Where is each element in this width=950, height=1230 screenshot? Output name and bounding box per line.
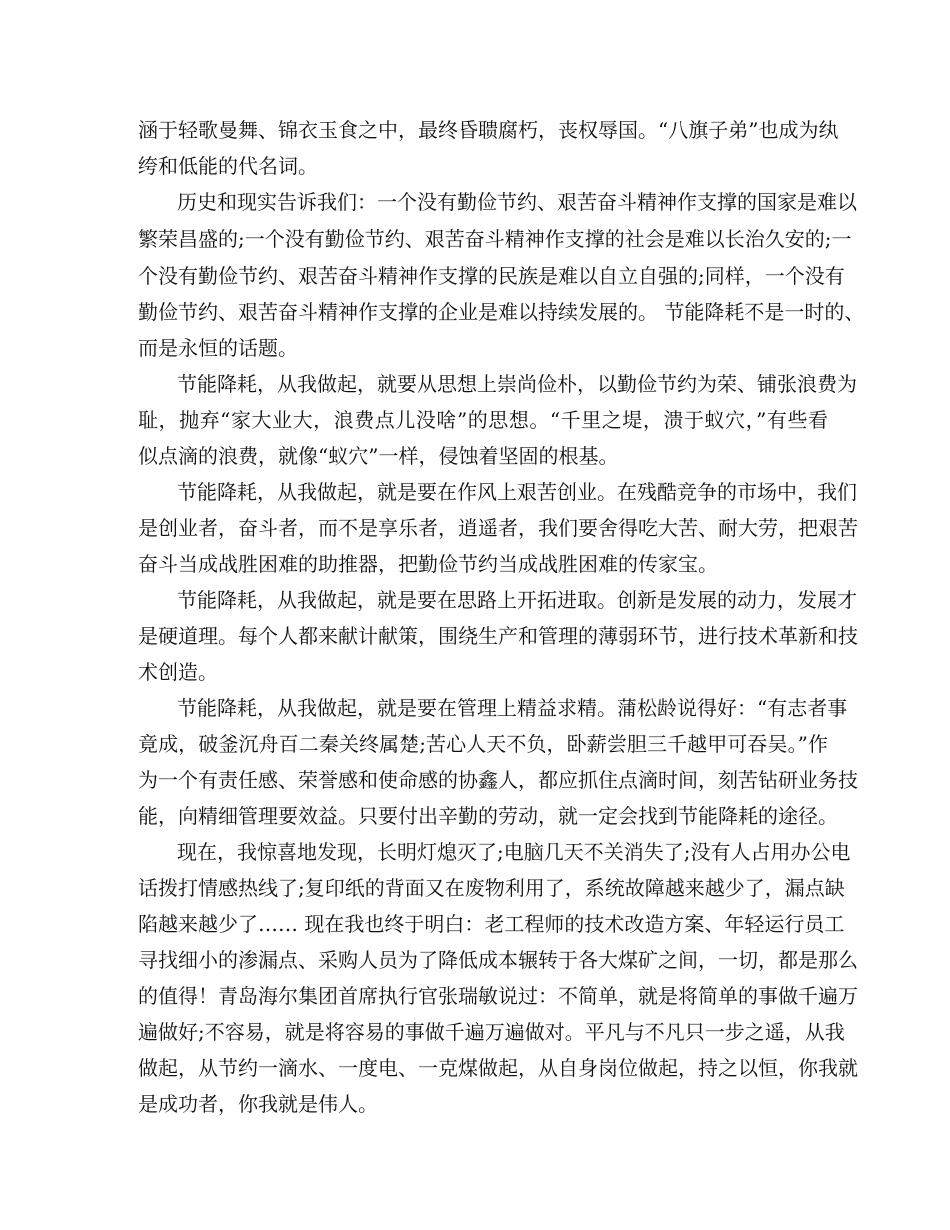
text-line: 做起，从节约一滴水、一度电、一克煤做起，从自身岗位做起，持之以恒，你我就 bbox=[138, 1056, 858, 1080]
text-line: 而是永恒的话题。 bbox=[138, 336, 298, 360]
text-line: 术创造。 bbox=[138, 660, 218, 684]
text-line: 耻，抛弃“家大业大，浪费点儿没啥”的思想。“千里之堤，溃于蚁穴，”有些看 bbox=[138, 408, 828, 432]
text-line: 奋斗当成战胜困难的助推器，把勤俭节约当成战胜困难的传家宝。 bbox=[138, 552, 718, 576]
text-line: 能，向精细管理要效益。只要付出辛勤的劳动，就一定会找到节能降耗的途径。 bbox=[138, 804, 838, 828]
text-line: 勤俭节约、艰苦奋斗精神作支撑的企业是难以持续发展的。 节能降耗不是一时的、 bbox=[138, 300, 865, 324]
text-line: 节能降耗，从我做起，就是要在思路上开拓进取。创新是发展的动力，发展才 bbox=[177, 588, 857, 612]
text-line: 是创业者，奋斗者，而不是享乐者，逍遥者，我们要舍得吃大苦、耐大劳，把艰苦 bbox=[138, 516, 858, 540]
text-line: 寻找细小的渗漏点、采购人员为了降低成本辗转于各大煤矿之间，一切，都是那么 bbox=[138, 948, 858, 972]
text-line: 历史和现实告诉我们：一个没有勤俭节约、艰苦奋斗精神作支撑的国家是难以 bbox=[177, 190, 857, 214]
text-line: 的值得！青岛海尔集团首席执行官张瑞敏说过：不简单，就是将简单的事做千遍万 bbox=[138, 984, 858, 1008]
text-line: 似点滴的浪费，就像“蚁穴”一样，侵蚀着坚固的根基。 bbox=[138, 444, 619, 468]
text-line: 节能降耗，从我做起，就是要在管理上精益求精。蒲松龄说得好：“有志者事 bbox=[177, 696, 848, 720]
text-line: 现在，我惊喜地发现，长明灯熄灭了;电脑几天不关消失了;没有人占用办公电 bbox=[177, 840, 851, 864]
text-line: 是成功者，你我就是伟人。 bbox=[138, 1092, 378, 1116]
text-line: 话拨打情感热线了;复印纸的背面又在废物利用了，系统故障越来越少了，漏点缺 bbox=[138, 876, 845, 900]
text-line: 节能降耗，从我做起，就要从思想上崇尚俭朴，以勤俭节约为荣、铺张浪费为 bbox=[177, 372, 857, 396]
text-line: 个没有勤俭节约、艰苦奋斗精神作支撑的民族是难以自立自强的;同样，一个没有 bbox=[138, 264, 845, 288]
text-line: 陷越来越少了…… 现在我也终于明白：老工程师的技术改造方案、年轻运行员工 bbox=[138, 912, 845, 936]
text-line: 绔和低能的代名词。 bbox=[138, 154, 318, 178]
text-line: 竟成，破釜沉舟百二秦关终属楚;苦心人天不负，卧薪尝胆三千越甲可吞吴。”作 bbox=[138, 732, 828, 756]
text-line: 繁荣昌盛的;一个没有勤俭节约、艰苦奋斗精神作支撑的社会是难以长治久安的;一 bbox=[138, 227, 852, 251]
text-line: 遍做好;不容易，就是将容易的事做千遍万遍做对。平凡与不凡只一步之遥，从我 bbox=[138, 1020, 845, 1044]
text-line: 为一个有责任感、荣誉感和使命感的协鑫人，都应抓住点滴时间，刻苦钻研业务技 bbox=[138, 768, 858, 792]
text-line: 节能降耗，从我做起，就是要在作风上艰苦创业。在残酷竞争的市场中，我们 bbox=[177, 480, 857, 504]
text-line: 涵于轻歌曼舞、锦衣玉食之中，最终昏聩腐朽，丧权辱国。“八旗子弟”也成为纨 bbox=[138, 118, 839, 142]
text-line: 是硬道理。每个人都来献计献策，围绕生产和管理的薄弱环节，进行技术革新和技 bbox=[138, 624, 858, 648]
